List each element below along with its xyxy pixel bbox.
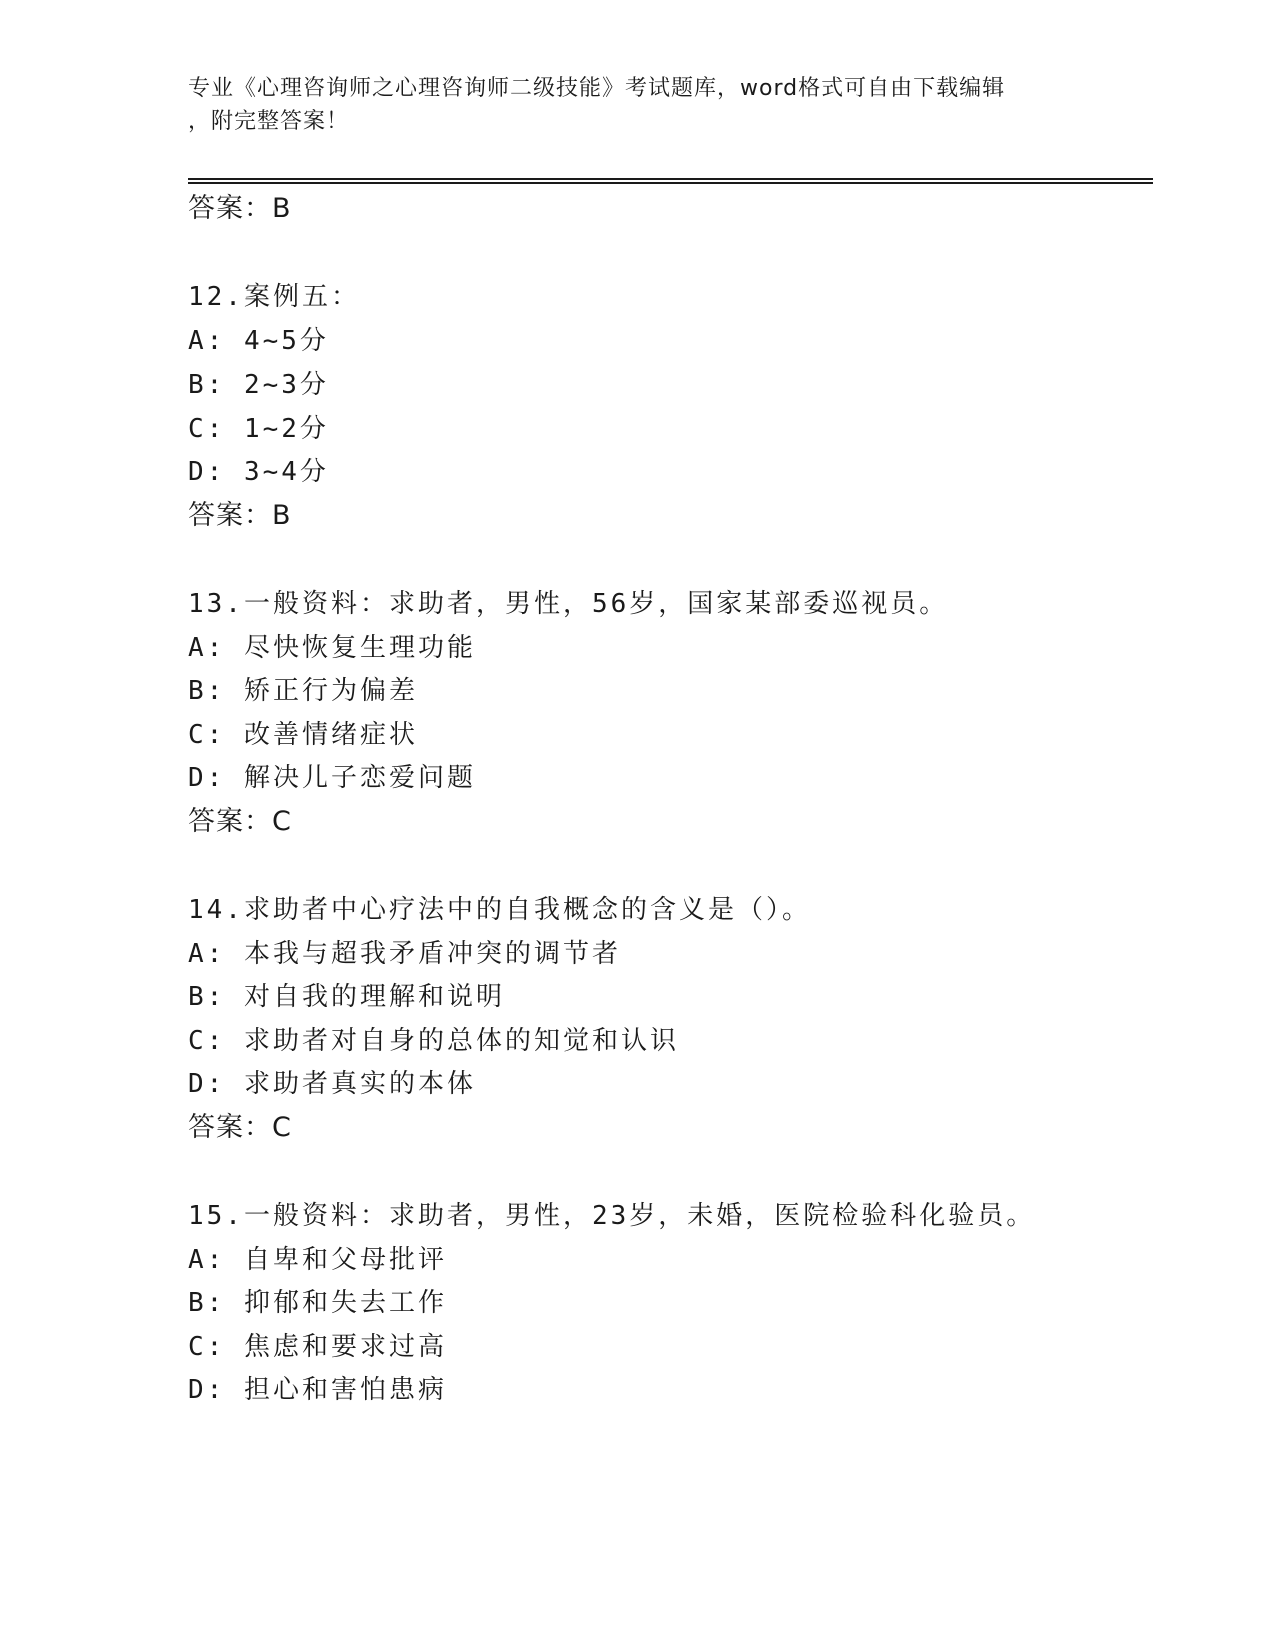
answer-label: 答案：B [188,193,292,224]
option-d: D: 解决儿子恋爱问题 [188,763,476,793]
header-line-1: 专业《心理咨询师之心理咨询师二级技能》考试题库，word格式可自由下载编辑 [188,76,1006,101]
option-d: D: 担心和害怕患病 [188,1375,447,1405]
option-a: A: 本我与超我矛盾冲突的调节者 [188,939,621,969]
option-d: D: 3~4分 [188,457,329,487]
answer-label: 答案：C [188,1112,292,1143]
option-d: D: 求助者真实的本体 [188,1069,476,1099]
divider-line-bottom [188,182,1153,184]
option-b: B: 对自我的理解和说明 [188,982,505,1012]
question-stem: 14.求助者中心疗法中的自我概念的含义是（）。 [188,895,811,925]
option-b: B: 2~3分 [188,370,329,400]
option-b: B: 矫正行为偏差 [188,676,418,706]
option-a: A: 4~5分 [188,326,329,356]
option-c: C: 焦虑和要求过高 [188,1332,447,1362]
option-c: C: 求助者对自身的总体的知觉和认识 [188,1026,679,1056]
question-stem: 15.一般资料：求助者，男性，23岁，未婚，医院检验科化验员。 [188,1201,1036,1231]
answer-label: 答案：B [188,500,292,531]
option-c: C: 1~2分 [188,414,329,444]
option-a: A: 尽快恢复生理功能 [188,633,476,663]
divider-line-top [188,178,1153,180]
question-stem: 13.一般资料：求助者，男性，56岁，国家某部委巡视员。 [188,589,949,619]
answer-label: 答案：C [188,806,292,837]
header-divider [188,178,1153,184]
option-b: B: 抑郁和失去工作 [188,1288,447,1318]
option-a: A: 自卑和父母批评 [188,1245,447,1275]
option-c: C: 改善情绪症状 [188,720,418,750]
question-stem: 12.案例五： [188,282,360,312]
header-line-2: ，附完整答案！ [188,109,350,134]
document-header [188,72,1088,138]
